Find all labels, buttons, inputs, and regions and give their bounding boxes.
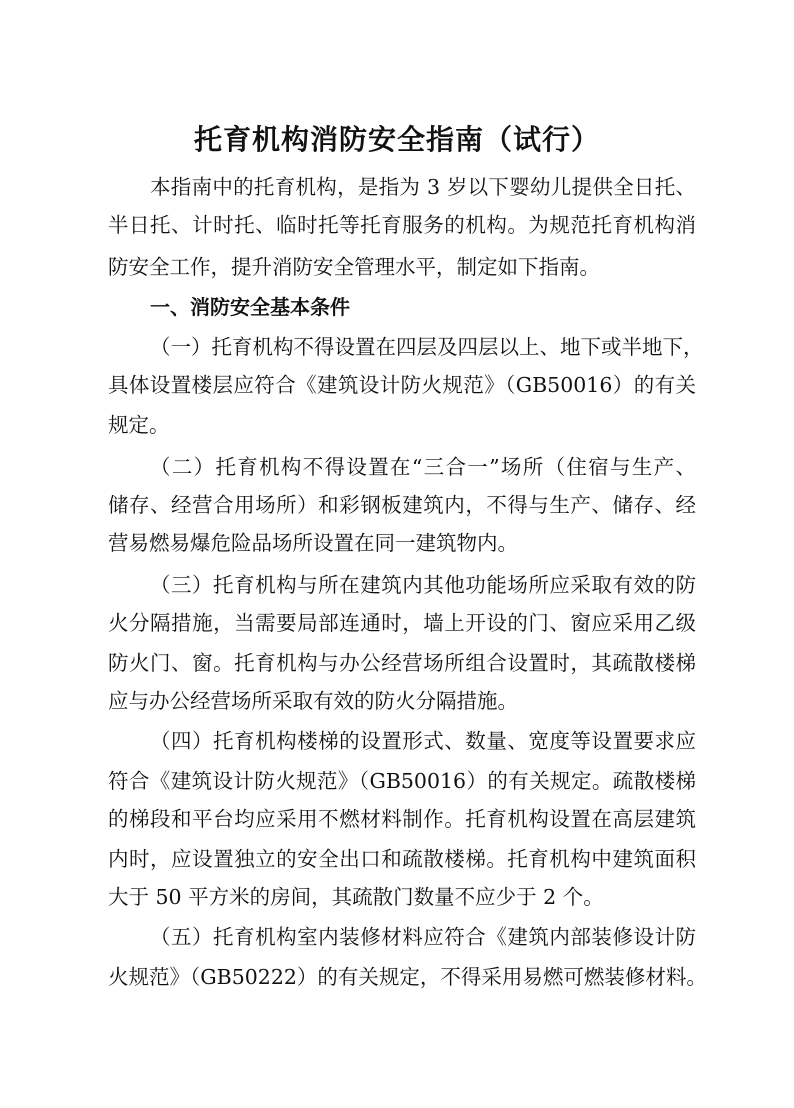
paragraph-line: 储存、经营合用场所）和彩钢板建筑内，不得与生产、储存、经 (108, 493, 696, 517)
paragraph-line: 具体设置楼层应符合《建筑设计防火规范》（GB50016）的有关 (108, 373, 696, 397)
paragraph-line: 防火门、窗。托育机构与办公经营场所组合设置时，其疏散楼梯 (108, 651, 696, 675)
paragraph-line: 防安全工作，提升消防安全管理水平，制定如下指南。 (108, 255, 600, 279)
paragraph-line: 本指南中的托育机构，是指为 3 岁以下婴幼儿提供全日托、 (150, 175, 696, 199)
paragraph-line: （五）托育机构室内装修材料应符合《建筑内部装修设计防 (150, 925, 696, 949)
document-title: 托育机构消防安全指南（试行） (193, 123, 600, 156)
paragraph-line: （四）托育机构楼梯的设置形式、数量、宽度等设置要求应 (150, 729, 696, 753)
paragraph-line: （一）托育机构不得设置在四层及四层以上、地下或半地下， (150, 335, 704, 359)
section-heading: 一、消防安全基本条件 (150, 295, 350, 319)
paragraph-line: 大于 50 平方米的房间，其疏散门数量不应少于 2 个。 (108, 885, 604, 909)
paragraph-line: 应与办公经营场所采取有效的防火分隔措施。 (108, 689, 518, 713)
paragraph-line: 符合《建筑设计防火规范》（GB50016）的有关规定。疏散楼梯 (108, 769, 696, 793)
paragraph-line: （二）托育机构不得设置在“三合一”场所（住宿与生产、 (150, 455, 696, 479)
paragraph-line: 营易燃易爆危险品场所设置在同一建筑物内。 (108, 531, 518, 555)
paragraph-line: 半日托、计时托、临时托等托育服务的机构。为规范托育机构消 (108, 213, 696, 237)
paragraph-line: （三）托育机构与所在建筑内其他功能场所应采取有效的防 (150, 573, 696, 597)
paragraph-line: 规定。 (108, 413, 170, 437)
paragraph-line: 火规范》（GB50222）的有关规定，不得采用易燃可燃装修材料。 (108, 965, 707, 989)
paragraph-line: 火分隔措施，当需要局部连通时，墙上开设的门、窗应采用乙级 (108, 611, 696, 635)
paragraph-line: 的梯段和平台均应采用不燃材料制作。托育机构设置在高层建筑 (108, 807, 696, 831)
paragraph-line: 内时，应设置独立的安全出口和疏散楼梯。托育机构中建筑面积 (108, 847, 696, 871)
